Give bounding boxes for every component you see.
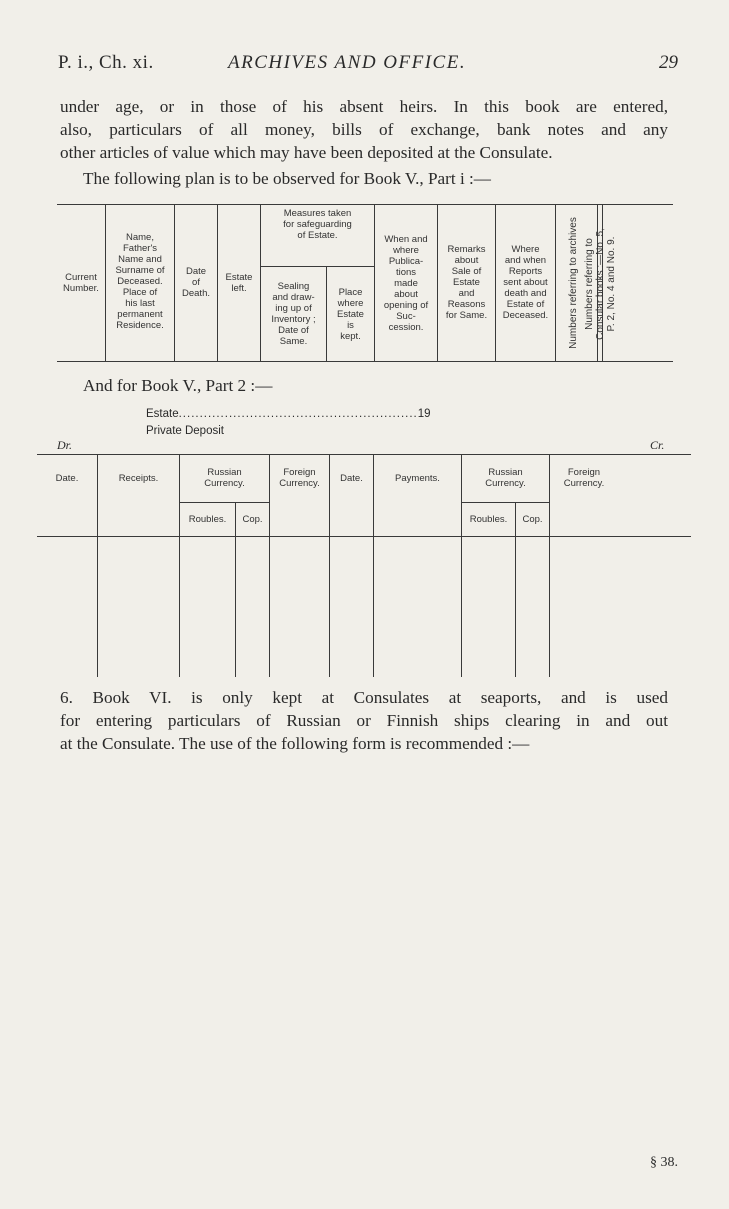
header-line: for safeguarding	[283, 219, 352, 230]
header-line: of Estate.	[297, 230, 338, 241]
header-line: Estate	[225, 271, 253, 283]
estate-line: Estate.........................................................19	[146, 408, 431, 420]
header-line: death and	[504, 288, 547, 299]
header-reports	[496, 204, 555, 361]
text-line: under age, or in those of his absent heirs. In this book are entered,	[60, 97, 668, 116]
header-line: Foreign	[283, 467, 316, 478]
header-line: Foreign	[567, 467, 601, 478]
header-line: Consular books :—No. 5,	[595, 228, 606, 340]
header-line: sent about	[503, 277, 548, 288]
header-line: made	[394, 278, 418, 289]
table-bottom-rule	[57, 361, 673, 362]
header-date-of-death	[175, 204, 217, 361]
header-line: Sale of	[451, 266, 482, 277]
header-line: about	[394, 289, 418, 300]
header-line: Number.	[63, 282, 99, 294]
header-line: Deceased.	[502, 310, 549, 321]
column-rule	[555, 204, 556, 361]
section-footer: § 38.	[650, 1155, 678, 1170]
estate-label: Estate	[146, 408, 179, 420]
debit-label: Dr.	[57, 438, 73, 452]
header-estate-left	[218, 204, 260, 361]
paragraph-intro	[60, 95, 668, 164]
header-line: where	[337, 297, 364, 309]
header-line: Russian	[488, 467, 523, 478]
header-receipts: Receipts.	[118, 472, 159, 484]
header-current-number	[57, 204, 105, 361]
header-date: Date.	[55, 472, 79, 484]
header-line: of	[192, 277, 200, 288]
text-line: also, particulars of all money, bills of exchange, bank notes and any	[60, 120, 668, 139]
estate-year: 19	[417, 408, 431, 420]
header-line: is	[347, 319, 354, 331]
header-line: Remarks	[447, 244, 486, 255]
running-header	[58, 52, 678, 82]
header-chapter: P. i., Ch. xi.	[58, 52, 154, 73]
header-cop: Cop.	[522, 514, 543, 525]
header-line: Place	[338, 286, 363, 298]
header-line: Father's	[122, 243, 158, 254]
header-cop: Cop.	[242, 514, 263, 525]
header-line: Russian	[207, 467, 242, 478]
header-date: Date.	[340, 472, 363, 484]
text-line: for entering particulars of Russian or Finnish ships clearing in and out	[60, 711, 668, 730]
header-line: Publica-	[388, 256, 424, 267]
header-line: Surname of	[115, 265, 165, 276]
header-title: ARCHIVES AND OFFICE.	[228, 52, 467, 73]
header-line: ing up of	[275, 303, 312, 314]
header-line: about	[454, 255, 479, 266]
header-line: Date of	[278, 325, 309, 336]
header-line: Currency.	[204, 478, 245, 489]
header-line: Sealing	[277, 281, 310, 292]
header-line: Residence.	[116, 320, 164, 331]
header-foreign-currency	[550, 454, 618, 502]
header-line: Reports	[508, 266, 543, 277]
header-line: Numbers referring to	[584, 238, 595, 330]
header-line: Death.	[182, 288, 210, 299]
header-line: Inventory ;	[271, 314, 316, 325]
text-line: other articles of value which may have been deposited at the Consulate.	[60, 143, 553, 162]
header-line: When and	[384, 234, 428, 245]
header-roubles: Roubles.	[469, 514, 508, 525]
header-line: kept.	[340, 330, 361, 342]
header-numbers-archives: Numbers referring to archives	[568, 217, 579, 349]
book5-part1-table	[57, 204, 673, 362]
header-line: his last	[125, 298, 155, 309]
header-line: Current	[65, 271, 97, 283]
header-line: Currency.	[279, 478, 320, 489]
header-line: Estate	[337, 308, 364, 320]
paragraph-book6	[60, 686, 668, 755]
header-place-kept	[327, 267, 374, 361]
header-line: Deceased.	[117, 276, 163, 287]
header-line: and draw-	[272, 292, 315, 303]
header-numbers-consular	[584, 214, 618, 354]
book5-part2-ledger	[37, 454, 691, 677]
header-line: Where	[511, 244, 540, 255]
header-line: Currency.	[563, 478, 605, 489]
header-remarks	[438, 204, 495, 361]
header-line: Estate	[453, 277, 480, 288]
header-line: Reasons	[447, 299, 486, 310]
private-deposit-label: Private Deposit	[146, 425, 224, 437]
header-russian-currency	[180, 454, 269, 502]
header-line: cession.	[388, 322, 424, 333]
text-line: 6. Book VI. is only kept at Consulates at seaports, and is used	[60, 688, 668, 707]
paragraph-plan-part2: And for Book V., Part 2 :—	[83, 376, 273, 395]
header-foreign-currency	[270, 454, 329, 502]
header-line: Currency.	[485, 478, 526, 489]
header-line: tions	[395, 267, 417, 278]
paragraph-plan-part1: The following plan is to be observed for Book V., Part i :—	[83, 169, 491, 188]
header-line: Suc-	[396, 311, 416, 322]
header-line: Estate of	[506, 299, 545, 310]
header-line: opening of	[383, 300, 429, 311]
header-russian-currency	[462, 454, 549, 502]
header-line: for Same.	[445, 310, 488, 321]
header-line: and when	[504, 255, 547, 266]
page-number: 29	[659, 52, 678, 73]
header-line: Place of	[122, 287, 158, 298]
header-publications	[375, 204, 437, 361]
header-line: permanent	[117, 309, 163, 320]
header-roubles: Roubles.	[188, 514, 227, 525]
header-sealing	[261, 267, 326, 361]
header-name	[106, 204, 174, 361]
header-line: Same.	[279, 336, 308, 347]
header-line: left.	[231, 282, 247, 294]
header-measures	[261, 208, 374, 258]
header-line: Name and	[118, 254, 162, 265]
header-payments: Payments.	[395, 472, 440, 484]
header-line: where	[393, 245, 419, 256]
header-line: Name,	[126, 232, 154, 243]
header-line: and	[458, 288, 475, 299]
text-line: at the Consulate. The use of the following form is recommended :—	[60, 734, 530, 753]
credit-label: Cr.	[650, 438, 665, 452]
header-line: P. 2, No. 4 and No. 9.	[606, 236, 617, 332]
header-line: Measures taken	[283, 208, 352, 219]
ledger-header-rule	[37, 536, 691, 537]
header-line: Date	[185, 266, 207, 277]
